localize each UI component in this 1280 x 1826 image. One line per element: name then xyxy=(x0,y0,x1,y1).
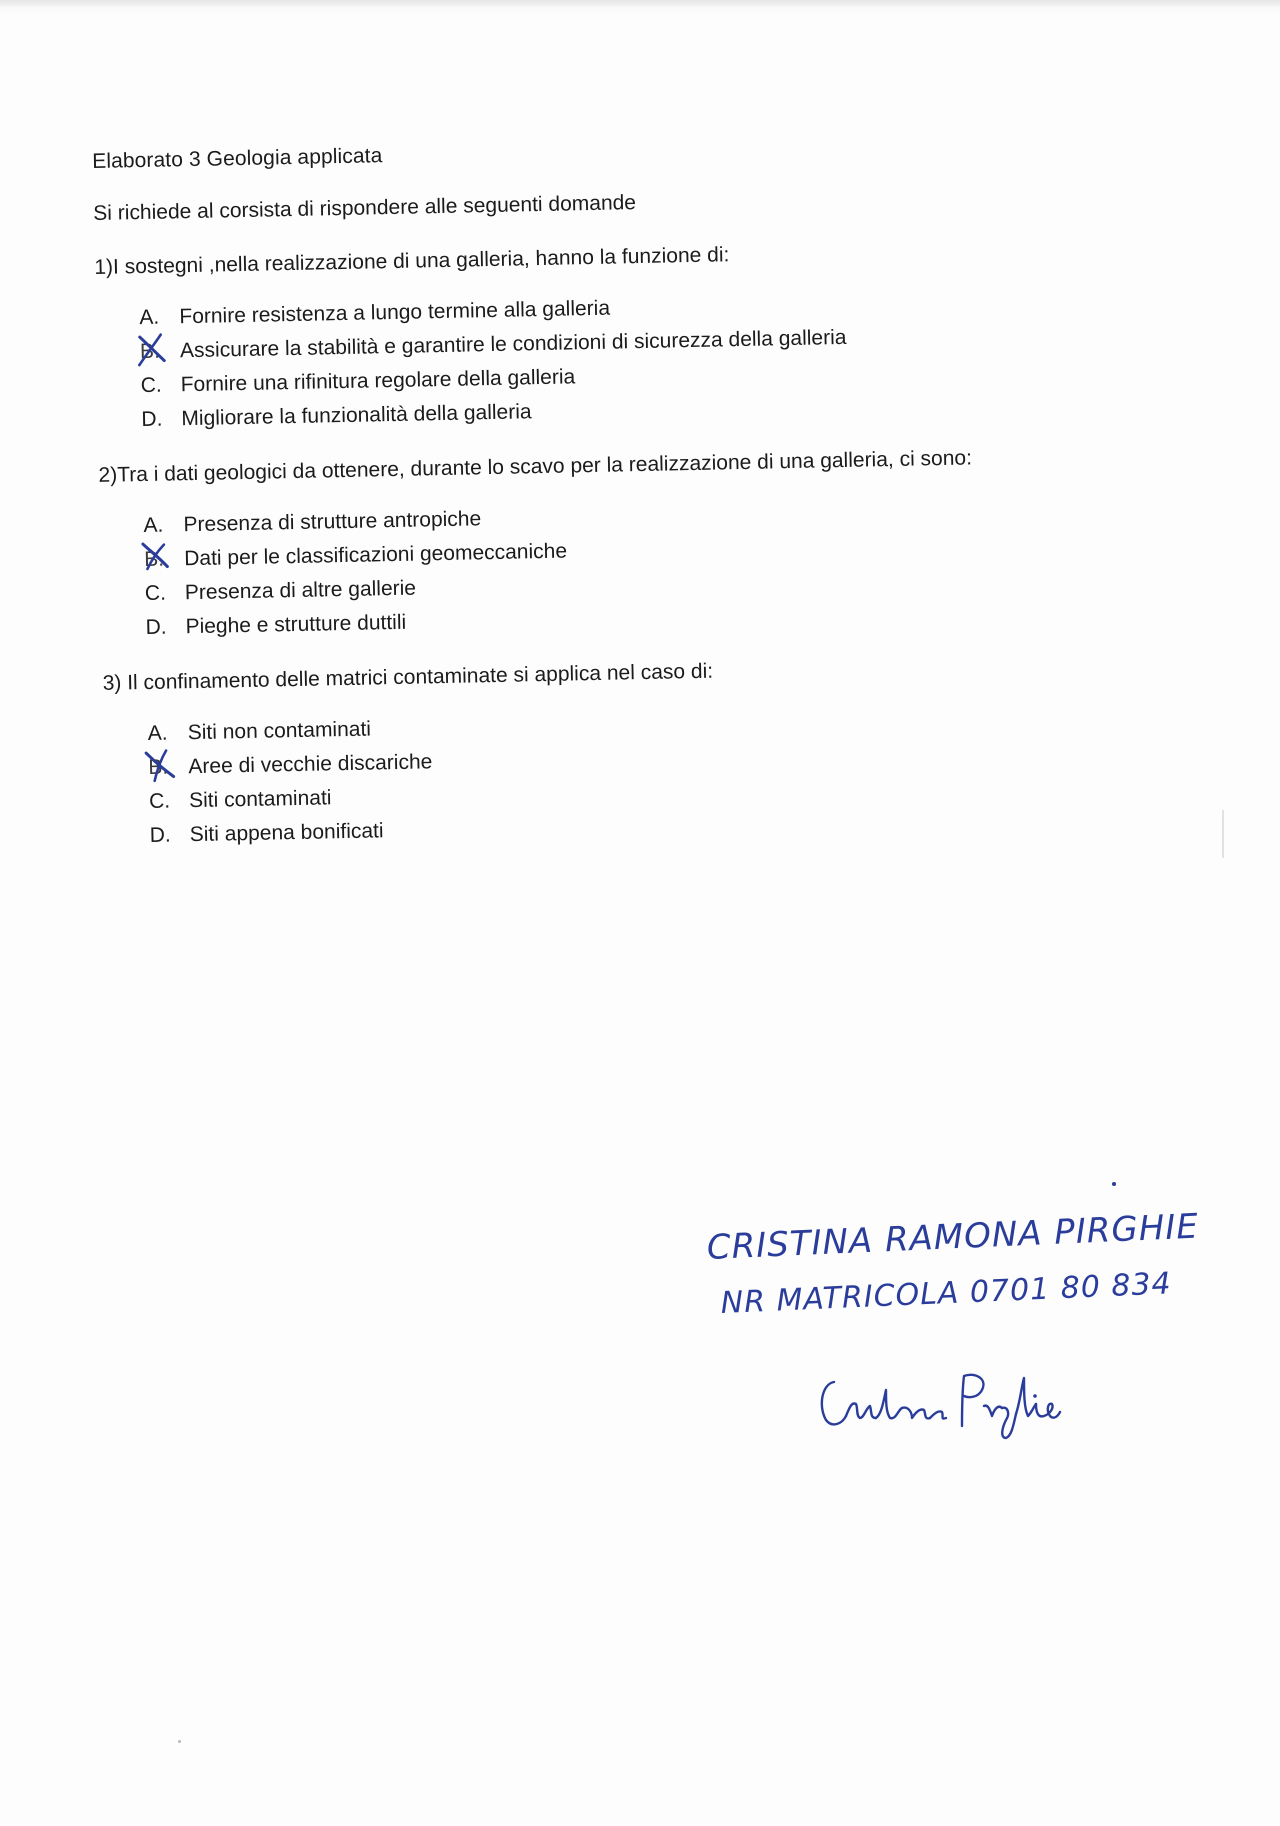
scan-speck xyxy=(1112,1182,1116,1186)
option-letter: D. xyxy=(141,407,163,432)
cross-mark-icon xyxy=(142,746,177,783)
option-letter xyxy=(140,334,181,369)
option-text: Fornire resistenza a lungo termine alla galleria xyxy=(179,296,611,329)
signature-image xyxy=(812,1362,1062,1442)
option-text: Siti contaminati xyxy=(188,786,332,813)
option-letter: C. xyxy=(144,581,167,606)
cross-mark-icon xyxy=(134,331,169,368)
option-letter-text: B. xyxy=(139,339,161,364)
option-text: Siti non contaminati xyxy=(187,717,372,745)
scan-line xyxy=(1222,810,1224,858)
handwritten-name: CRISTINA RAMONA PIRGHIE xyxy=(706,1206,1200,1268)
option-text: Dati per le classificazioni geomeccaniche xyxy=(183,539,568,571)
option-list xyxy=(95,282,1078,438)
option-letter xyxy=(144,542,185,577)
question-text: 2)Tra i dati geologici da ottenere, durante lo scavo per la realizzazione di una galleria, ci sono: xyxy=(98,446,973,487)
document-body xyxy=(92,130,1086,880)
question-3 xyxy=(102,652,1085,854)
option-letter: A. xyxy=(147,721,168,745)
cross-mark-icon xyxy=(138,538,173,575)
question-2 xyxy=(98,444,1081,646)
option-text: Pieghe e strutture duttili xyxy=(185,610,407,639)
question-text: 3) Il confinamento delle matrici contaminate si applica nel caso di: xyxy=(102,659,714,695)
document-intro: Si richiede al corsista di rispondere alle seguenti domande xyxy=(93,191,637,225)
option-letter-text: B. xyxy=(143,547,165,572)
option-text: Migliorare la funzionalità della galleria xyxy=(181,400,532,431)
option-list xyxy=(99,490,1082,646)
option-list xyxy=(103,698,1086,854)
scan-edge xyxy=(0,0,1280,8)
option-text: Presenza di altre gallerie xyxy=(184,576,417,605)
option-letter: A. xyxy=(143,513,164,538)
option-text: Presenza di strutture antropiche xyxy=(183,507,482,537)
option-letter: A. xyxy=(139,305,160,330)
option-letter-text: B. xyxy=(148,755,169,779)
document-title: Elaborato 3 Geologia applicata xyxy=(92,144,383,173)
option-letter: C. xyxy=(148,789,171,813)
option-text: Aree di vecchie discariche xyxy=(188,750,433,779)
option-text: Siti appena bonificati xyxy=(189,819,384,847)
option-letter xyxy=(148,750,189,785)
option-letter: D. xyxy=(149,823,171,847)
option-letter: C. xyxy=(140,373,162,398)
option-text: Assicurare la stabilità e garantire le condizioni di sicurezza della galleria xyxy=(179,325,847,363)
scan-speck xyxy=(178,1740,181,1743)
handwritten-matricola: NR MATRICOLA 0701 80 834 xyxy=(720,1266,1173,1321)
question-text: 1)I sostegni ,nella realizzazione di una galleria, hanno la funzione di: xyxy=(94,243,730,279)
option-text: Fornire una rifinitura regolare della galleria xyxy=(180,365,576,397)
option-letter: D. xyxy=(145,615,167,640)
question-1 xyxy=(94,236,1077,438)
